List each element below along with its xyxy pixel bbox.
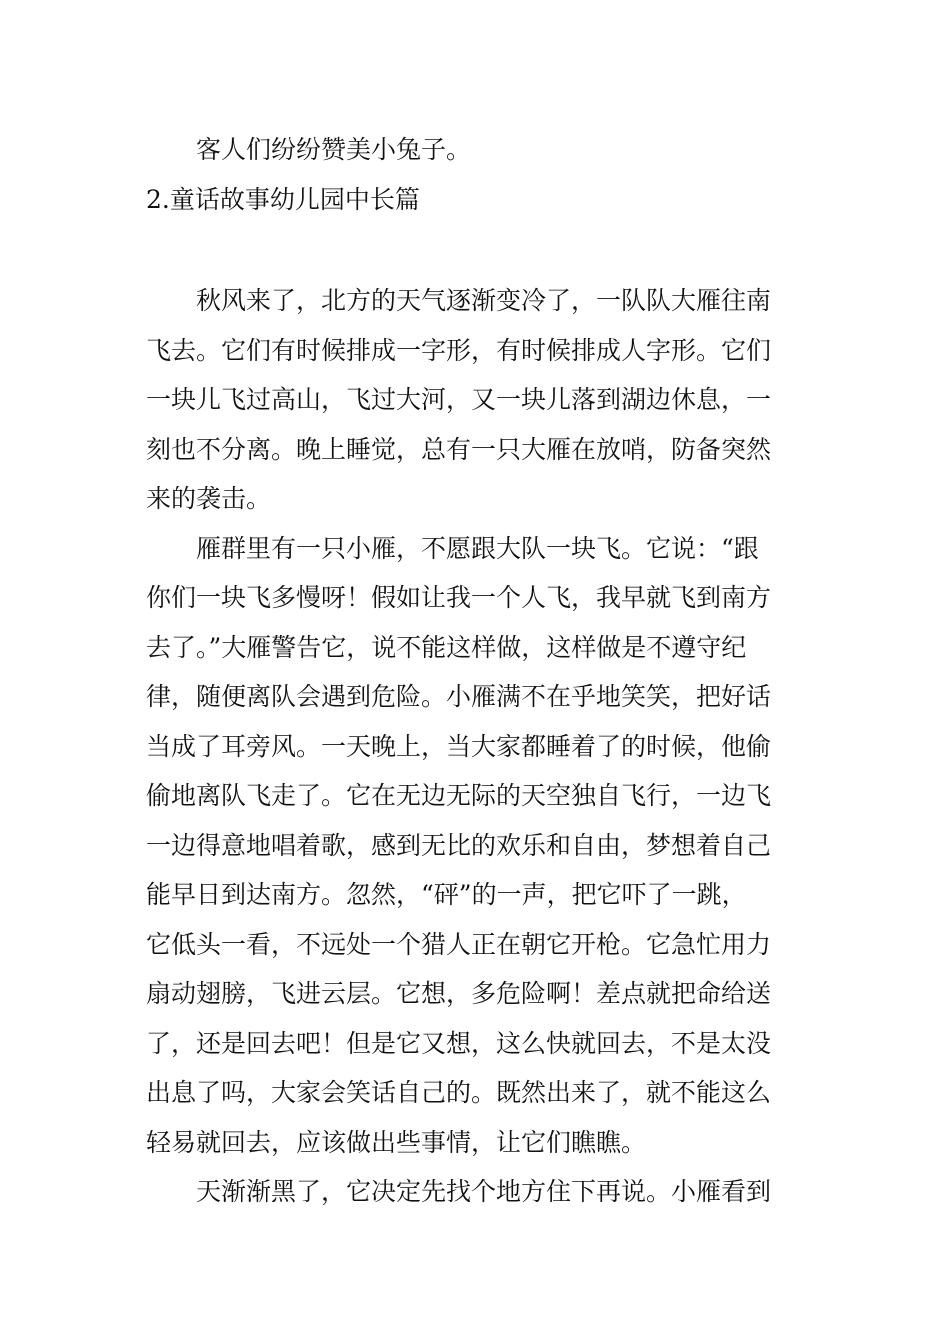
paragraph1-line-4: 刻也不分离。晚上睡觉，总有一只大雁在放哨，防备突然: [146, 435, 772, 464]
paragraph1-line-3: 一块儿飞过高山，飞过大河，又一块儿落到湖边休息，一: [146, 385, 772, 414]
paragraph2-line-4: 律，随便离队会遇到危险。小雁满不在乎地笑笑，把好话: [146, 682, 772, 711]
paragraph2-line-5: 当成了耳旁风。一天晚上，当大家都睡着了的时候，他偷: [146, 732, 772, 761]
paragraph2-line-9: 它低头一看，不远处一个猎人正在朝它开枪。它急忙用力: [146, 930, 772, 959]
paragraph2-line-6: 偷地离队飞走了。它在无边无际的天空独自飞行，一边飞: [146, 781, 772, 810]
paragraph1-line-1: 秋风来了，北方的天气逐渐变冷了，一队队大雁往南: [196, 286, 772, 315]
paragraph2-line-2: 你们一块飞多慢呀！假如让我一个人飞，我早就飞到南方: [146, 583, 772, 612]
paragraph2-line-11: 了，还是回去吧！但是它又想，这么快就回去，不是太没: [146, 1029, 772, 1058]
paragraph2-line-8: 能早日到达南方。忽然，“砰”的一声，把它吓了一跳，: [146, 880, 747, 909]
section-heading: 2.童话故事幼儿园中长篇: [146, 185, 420, 214]
paragraph2-line-13: 轻易就回去，应该做出些事情，让它们瞧瞧。: [146, 1128, 647, 1157]
paragraph2-line-1: 雁群里有一只小雁，不愿跟大队一块飞。它说：“跟: [196, 534, 759, 563]
paragraph2-line-12: 出息了吗，大家会笑话自己的。既然出来了，就不能这么: [146, 1078, 772, 1107]
paragraph2-line-3: 去了。”大雁警告它，说不能这样做，这样做是不遵守纪: [146, 633, 747, 662]
paragraph2-line-10: 扇动翅膀，飞进云层。它想，多危险啊！差点就把命给送: [146, 979, 772, 1008]
paragraph1-line-2: 飞去。它们有时候排成一字形，有时候排成人字形。它们: [146, 336, 772, 365]
paragraph1-line-5: 来的袭击。: [146, 484, 272, 513]
paragraph3-line-1: 天渐渐黑了，它决定先找个地方住下再说。小雁看到: [196, 1177, 772, 1206]
paragraph2-line-7: 一边得意地唱着歌，感到无比的欢乐和自由，梦想着自己: [146, 831, 772, 860]
intro-line: 客人们纷纷赞美小兔子。: [196, 135, 472, 164]
